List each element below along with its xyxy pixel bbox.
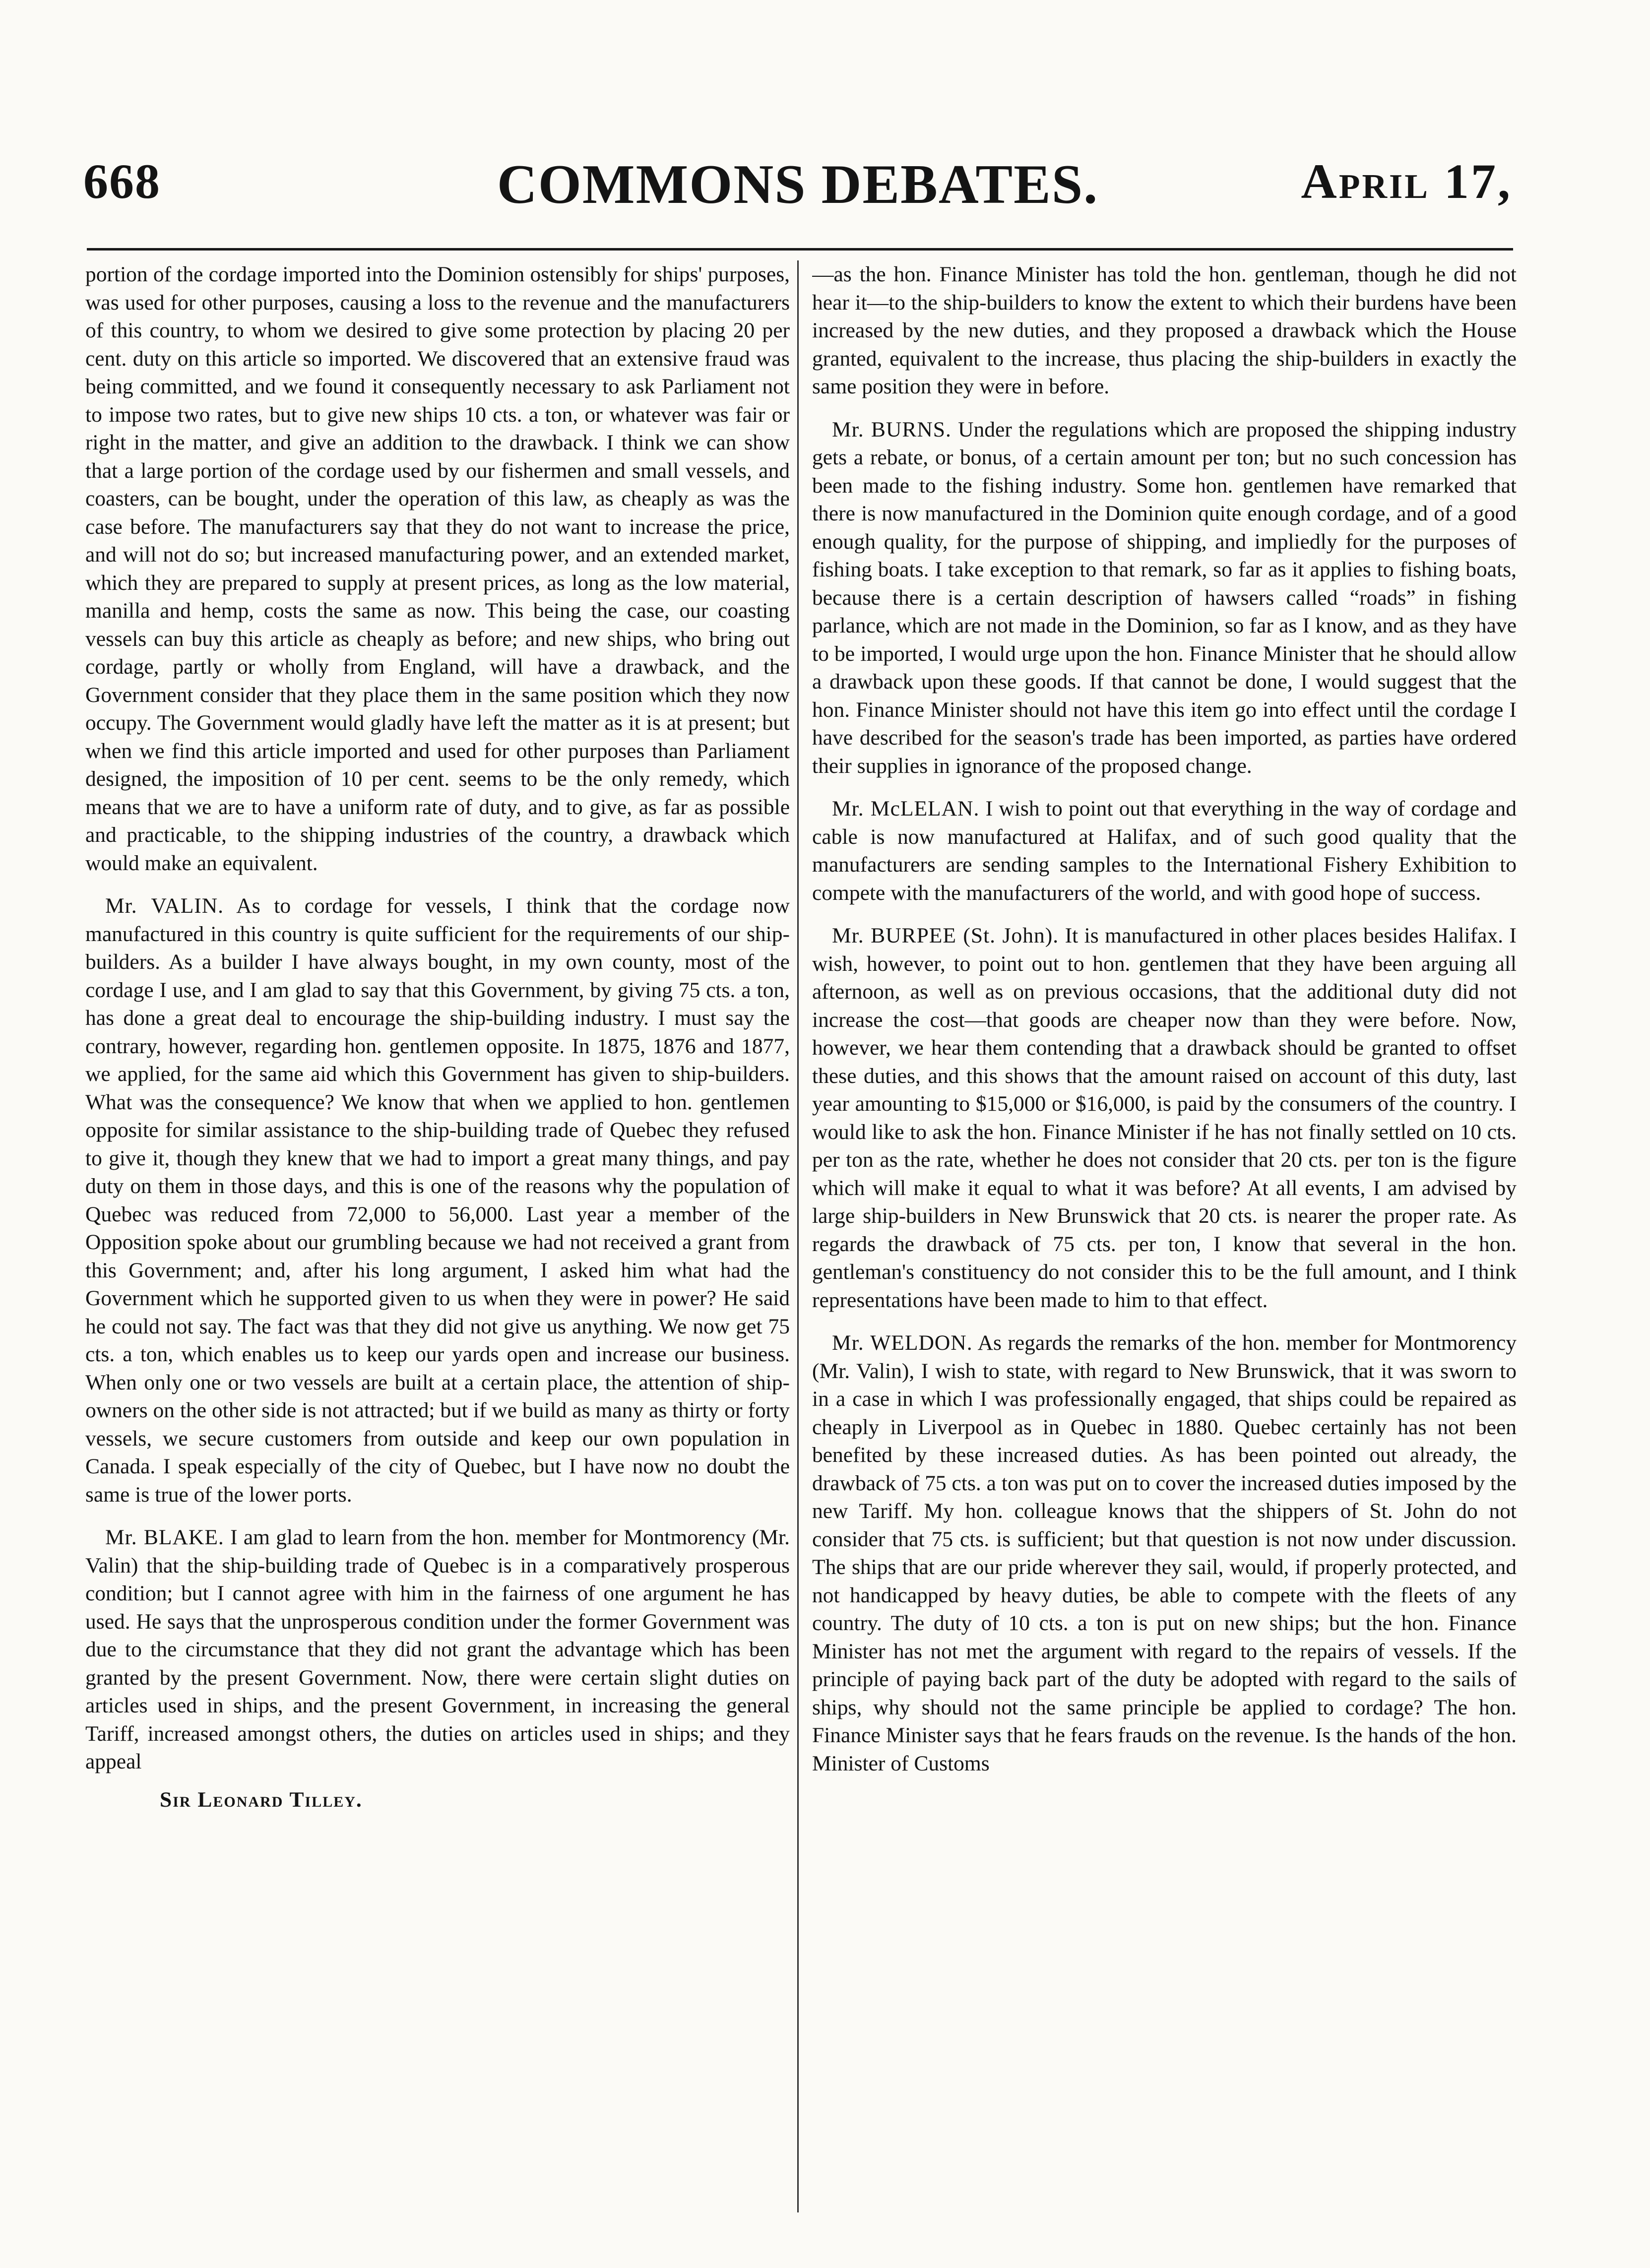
page-number: 668 xyxy=(83,154,161,209)
speech-blake xyxy=(85,1523,790,1776)
speaker-name: Mr. BURNS. xyxy=(832,417,952,441)
speech-text: I wish to point out that everything in the way of cordage and cable is now manufactured at Halifax, and of such good quality that the manufacturers are sending samples to the International Fishery Exhibition to compete with the manufacturers of the world, and with good hope of success. xyxy=(812,797,1517,905)
speaker-name: Mr. McLELAN. xyxy=(832,797,980,820)
column-divider xyxy=(797,260,799,2212)
speech-burns xyxy=(812,416,1517,780)
speaker-name: Mr. BURPEE (St. John). xyxy=(832,924,1059,947)
page-date: April 17, xyxy=(1301,154,1512,209)
page-header xyxy=(83,133,1512,232)
speaker-name: Mr. BLAKE. xyxy=(105,1525,224,1549)
paragraph: —as the hon. Finance Minister has told the hon. gentleman, though he did not hear it—to the ship-builders to know the extent to which their burdens have been increased by the new duties, and they proposed a drawback which the House granted, equivalent to the increase, thus placing the ship-builders in exactly the same position they were in before. xyxy=(812,262,1517,398)
speech-text: As regards the remarks of the hon. member for Montmorency (Mr. Valin), I wish to state, with regard to New Brunswick, that it was sworn to in a case in which I was professionally engaged, that ships could be repaired as cheaply in Liverpool as in Quebec in 1880. Quebec certainly has not been benefited by these increased duties. As has been pointed out already, the drawback of 75 cts. a ton was put on to cover the increased duties imposed by the new Tariff. My hon. colleague knows that the shippers of St. John do not consider that 75 cts. is sufficient; but that question is not now under discussion. The ships that are our pride wherever they sail, would, if properly protected, and not handicapped by heavy duties, be able to compete with the fleets of any country. The duty of 10 cts. a ton is put on new ships; but the hon. Finance Minister has not met the argument with regard to the repairs of vessels. If the principle of paying back part of the duty be adopted with regard to the sails of ships, why should not the same principle be applied to cordage? The hon. Finance Minister says that he fears frauds on the revenue. Is the hands of the hon. Minister of Customs xyxy=(812,1331,1517,1775)
speaker-name: Mr. WELDON. xyxy=(832,1331,973,1355)
publication-title: COMMONS DEBATES. xyxy=(497,154,1099,215)
speech-text: Under the regulations which are proposed the shipping industry gets a rebate, or bonus, of a certain amount per ton; but no such concession has been made to the fishing industry. Some hon. gentlemen have remarked that there is now manufactured in the Dominion quite enough cordage, and of a good enough quality, for the purpose of shipping, and impliedly for the purposes of fishing boats. I take exception to that remark, so far as it applies to fishing boats, because there is a certain description of hawsers called “roads” in fishing parlance, which are not made in the Dominion, so far as I know, and as they have to be imported, I would urge upon the hon. Finance Minister that he should allow a drawback upon these goods. If that cannot be done, I would suggest that the hon. Finance Minister should not have this item go into effect until the cordage I have described for the season's trade has been imported, as parties have ordered their supplies in ignorance of the proposed change. xyxy=(812,417,1517,778)
speech-text: I am glad to learn from the hon. member for Montmorency (Mr. Valin) that the ship-building trade of Quebec is in a comparatively prosperous condition; but I cannot agree with him in the fairness of one argument he has used. He says that the unprosperous condition under the former Government was due to the circumstance that they did not grant the advantage which has been granted by the present Government. Now, there were certain slight duties on articles used in ships, and the present Government, in increasing the general Tariff, increased amongst others, the duties on articles used in ships; and they appeal xyxy=(85,1525,790,1773)
paragraph: portion of the cordage imported into the Dominion ostensibly for ships' purposes, was used for other purposes, causing a loss to the revenue and the manufacturers of this country, to whom we desired to give some protection by placing 20 per cent. duty on this article so imported. We discovered that an extensive fraud was being committed, and we found it consequently necessary to ask Parliament not to impose two rates, but to give new ships 10 cts. a ton, or whatever was fair or right in the matter, and give an addition to the drawback. I think we can show that a large portion of the cordage used by our fishermen and small vessels, and coasters, can be bought, under the operation of this law, as cheaply as was the case before. The manufacturers say that they do not want to increase the price, and will not do so; but increased manufacturing power, and an extended market, which they are prepared to supply at present prices, as long as the low material, manilla and hemp, costs the same as now. This being the case, our coasting vessels can buy this article as cheaply as before; and new ships, who bring out cordage, partly or wholly from England, will have a drawback, and the Government consider that they place them in the same position which they now occupy. The Government would gladly have left the matter as it is at present; but when we find this article imported and used for other purposes than Parliament designed, the imposition of 10 per cent. seems to be the only remedy, which means that we are to have a uniform rate of duty, and to give, as far as possible and practicable, to the shipping industries of the country, a drawback which would make an equivalent. xyxy=(85,262,790,875)
left-column xyxy=(85,260,790,2210)
speech-text: As to cordage for vessels, I think that the cordage now manufactured in this country is quite sufficient for the requirements of our ship-builders. As a builder I have always bought, in my own county, most of the cordage I use, and I am glad to say that this Government, by giving 75 cts. a ton, has done a great deal to encourage the ship-building industry. I must say the contrary, however, regarding hon. gentlemen opposite. In 1875, 1876 and 1877, we applied, for the same aid which this Government has given to ship-builders. What was the consequence? We know that when we applied to hon. gentlemen opposite for similar assistance to the ship-building trade of Quebec they refused to give it, though they knew that we had to import a great many things, and pay duty on them in those days, and this is one of the reasons why the population of Quebec was reduced from 72,000 to 56,000. Last year a member of the Opposition spoke about our grumbling because we had not received a grant from this Government; and, after his long argument, I asked him what had the Government which he supported given to us when they were in power? He said he could not say. The fact was that they did not give us anything. We now get 75 cts. a ton, which enables us to keep our yards open and increase our business. When only one or two vessels are built at a certain place, the attention of ship-owners on the other side is not attracted; but if we build as many as thirty or forty vessels, we secure customers from outside and keep our own population in Canada. I speak especially of the city of Quebec, but I have now no doubt the same is true of the lower ports. xyxy=(85,894,790,1507)
speaker-name: Mr. VALIN. xyxy=(105,894,224,918)
right-column xyxy=(812,260,1517,2210)
interjection-speaker: Sir Leonard Tilley. xyxy=(160,1787,363,1812)
speech-weldon xyxy=(812,1329,1517,1777)
speech-burpee xyxy=(812,922,1517,1314)
speech-text: It is manufactured in other places besides Halifax. I wish, however, to point out to hon. gentlemen that they have been arguing all afternoon, as well as on previous occasions, that the additional duty did not increase the cost—that goods are cheaper now than they were before. Now, however, we hear them contending that a drawback should be granted to offset these duties, and this shows that the amount raised on account of this duty, last year amounting to $15,000 or $16,000, is paid by the consumers of the country. I would like to ask the hon. Finance Minister if he has not finally settled on 10 cts. per ton as the rate, whether he does not consider that 20 cts. per ton is the figure which will make it equal to what it was before? At all events, I am advised by large ship-builders in New Brunswick that 20 cts. is nearer the proper rate. As regards the drawback of 75 cts. per ton, I know that several in the hon. gentleman's constituency do not consider this to be the full amount, and I think representations have been made to him to that effect. xyxy=(812,924,1517,1312)
header-rule xyxy=(87,248,1513,251)
speech-valin xyxy=(85,892,790,1509)
speech-mclelan xyxy=(812,795,1517,907)
